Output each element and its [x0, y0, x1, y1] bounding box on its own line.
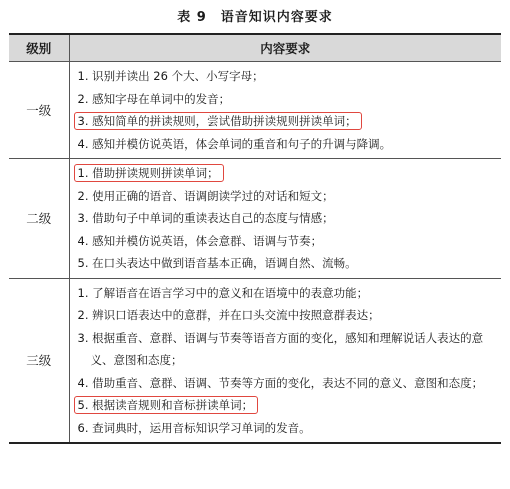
level-name: 二级 — [9, 159, 69, 279]
requirement-item — [78, 252, 502, 275]
requirement-item — [78, 327, 502, 372]
requirement-text: 4. 借助重音、意群、语调、节奏等方面的变化，表达不同的意义、意图和态度； — [77, 375, 484, 390]
requirement-list — [70, 279, 502, 443]
highlighted-requirement: 1. 借助拼读规则拼读单词； — [74, 164, 224, 182]
level-row-3 — [9, 278, 501, 443]
requirement-text: 3. 根据重音、意群、语调与节奏等语音方面的变化，感知和理解说话人表达的意义、意图和态度； — [77, 330, 484, 367]
level-items-cell — [69, 159, 501, 279]
requirement-item — [78, 185, 502, 208]
level-items-cell — [69, 62, 501, 159]
highlighted-requirement: 5. 根据读音规则和音标拼读单词； — [74, 396, 259, 414]
requirement-item — [78, 88, 502, 111]
level-row-1 — [9, 62, 501, 159]
header-level: 级别 — [9, 34, 69, 62]
requirement-item — [78, 65, 502, 88]
requirement-item — [78, 207, 502, 230]
level-row-2 — [9, 159, 501, 279]
level-items-cell — [69, 278, 501, 443]
requirement-item — [78, 372, 502, 395]
requirement-list — [70, 62, 502, 158]
highlighted-requirement: 3. 感知简单的拼读规则，尝试借助拼读规则拼读单词； — [74, 112, 362, 130]
requirement-item — [78, 110, 502, 133]
requirement-item — [78, 304, 502, 327]
requirement-text: 2. 感知字母在单词中的发音； — [77, 91, 231, 106]
level-name: 一级 — [9, 62, 69, 159]
header-content: 内容要求 — [69, 34, 501, 62]
requirement-text: 1. 识别并读出 26 个大、小写字母； — [77, 69, 264, 83]
requirement-item — [78, 230, 502, 253]
requirement-item — [78, 162, 502, 185]
requirement-text: 3. 借助句子中单词的重读表达自己的态度与情感； — [77, 211, 334, 225]
requirement-text: 2. 辨识口语表达中的意群，并在口头交流中按照意群表达； — [77, 308, 380, 322]
requirement-text: 6. 查词典时，运用音标知识学习单词的发音。 — [77, 420, 311, 435]
requirement-item — [78, 282, 502, 305]
requirement-text: 4. 感知并模仿说英语，体会意群、语调与节奏； — [77, 233, 323, 248]
content-requirements-table — [9, 33, 501, 444]
requirement-item — [78, 394, 502, 417]
table-title: 表 9 语音知识内容要求 — [177, 10, 333, 25]
requirement-text: 2. 使用正确的语音、语调朗读学过的对话和短文； — [77, 188, 334, 203]
table-header-row — [9, 34, 501, 62]
requirement-text: 4. 感知并模仿说英语，体会单词的重音和句子的升调与降调。 — [77, 136, 392, 151]
requirement-text: 1. 了解语音在语言学习中的意义和在语境中的表意功能； — [77, 285, 369, 300]
level-name: 三级 — [9, 278, 69, 443]
requirement-text: 5. 在口头表达中做到语音基本正确，语调自然、流畅。 — [77, 256, 357, 270]
requirement-list — [70, 159, 502, 278]
requirement-item — [78, 417, 502, 440]
requirement-item — [78, 133, 502, 156]
